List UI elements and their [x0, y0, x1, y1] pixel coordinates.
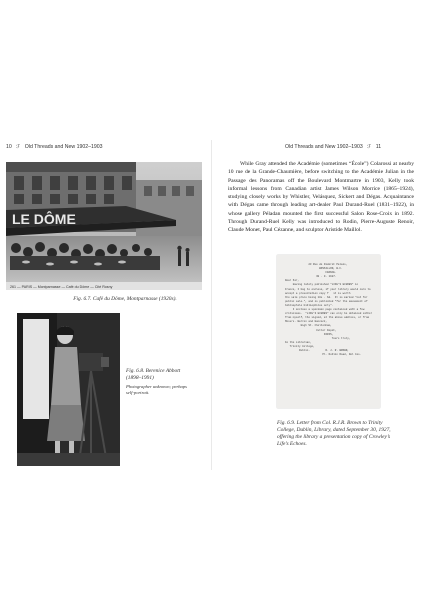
- letter-line: accept a presentation copy f it is worth: [285, 291, 351, 295]
- left-header-ornament: ℱ: [16, 144, 21, 150]
- photo-bottom-label: 261 — PARIS — Montparnasse — Café du Dôme — Cité Rosny: [10, 285, 113, 289]
- caption-fig-6-8-note: Photographer unknown; perhaps self-portrait.: [126, 384, 187, 395]
- letter-image: [277, 255, 380, 408]
- letter-line: Having lately published "LIFE'S ECHOES" in: [285, 283, 359, 287]
- letter-line: France, I beg to enclose, if your library would care to: [285, 287, 371, 291]
- caption-fig-6-9: Fig. 6.9. Letter from Col. R.J.R. Brown to Trinity College, Dublin, Library, dated September 30, 1927, offering the library a presentation copy of Crowley’s Life’s Echoes.: [277, 420, 391, 447]
- letter-line: High St. Cheltenham,: [285, 324, 332, 328]
- letter-line: Trinity College,: [285, 344, 315, 348]
- body-text: [228, 160, 414, 235]
- letter-line: I enclose a specimen page contained with a few: [285, 308, 365, 312]
- letter-text: [285, 263, 374, 357]
- letter-line: from myself, the signed, at the above address, or from: [285, 316, 370, 320]
- letter-line: 23 Rue de Diderot Palais,: [285, 263, 348, 266]
- letter-line: Pl. Dublin Road, Dol Cos.: [285, 353, 362, 357]
- left-running-title: Old Threads and New 1902–1903: [24, 144, 103, 150]
- letter-line: bibliophile bibliophiles only".: [285, 303, 334, 307]
- letter-line: criticisms. "LIFE'S ECHOES" can only be obtained either: [285, 312, 373, 316]
- right-running-title: Old Threads and New 1902–1903: [285, 144, 363, 150]
- letter-line: Dublin. R. J. R. BROWN,: [285, 348, 349, 352]
- cafe-du-dome-image: [6, 162, 202, 290]
- letter-line: Fo the Librarian,: [285, 340, 312, 344]
- berenice-abbott-photo: [17, 313, 120, 466]
- right-page: [212, 0, 424, 600]
- letter-line: Dear Sir,: [285, 279, 300, 283]
- letter-line: BOSSILLON, B.F.: [285, 267, 343, 271]
- caption-fig-6-8-title: Fig. 6.8. Berenice Abbott (1898–1991): [126, 368, 181, 381]
- cafe-sign-text: LE DÔME: [12, 211, 76, 227]
- letter-line: Messrs. Warren and Hancock,: [285, 320, 328, 324]
- left-page-number: 10: [6, 144, 12, 150]
- letter-line: FRANCE.: [285, 271, 337, 275]
- letter-line: Cutler Depot,: [285, 328, 337, 332]
- right-page-number: 11: [375, 144, 382, 150]
- letter-line: PARIS,: [285, 332, 334, 336]
- cafe-du-dome-photo: [6, 162, 202, 290]
- body-paragraph: While Gray attended the Académie (sometimes “École”) Colarossi at nearby 10 rue de la Grande-Chaumière, before switching to the Académie Julian in the Passage des Panoramas off the Boulevard Montmartre in 1903, Kelly took informal lessons from Canadian artist James Wilson Morrice (1865–1924), studying closely works by Whistler, Velásquez, Sickert and Dégas. Acquaintance with Dégas came through leading art-dealer Paul Durand-Ruel (1831–1922), in whose gallery Péladan mounted the first successful Salon Rose-Croix in 1892. Through Durand-Ruel Kelly was introduced to Rodin, Pierre-Auguste Renoir, Claude Monet, Paul Cézanne, and sculptor Aristide Maillol.: [228, 161, 414, 234]
- left-running-header: [6, 144, 103, 150]
- letter-line: the sale price being 10s . 6d. It is marked "not for: [285, 295, 368, 299]
- caption-fig-6-7: Fig. 6.7. Café du Dôme, Montparnasse (1920s).: [73, 296, 177, 302]
- berenice-abbott-image: [17, 313, 120, 466]
- letter-line: public sale.", and is published "for the amusement of: [285, 299, 368, 303]
- right-running-header: [285, 144, 381, 150]
- letter-line: Yours truly,: [285, 336, 351, 340]
- letter-line: 30 . 9. 1927.: [285, 275, 337, 279]
- right-header-ornament: ℱ: [367, 144, 372, 150]
